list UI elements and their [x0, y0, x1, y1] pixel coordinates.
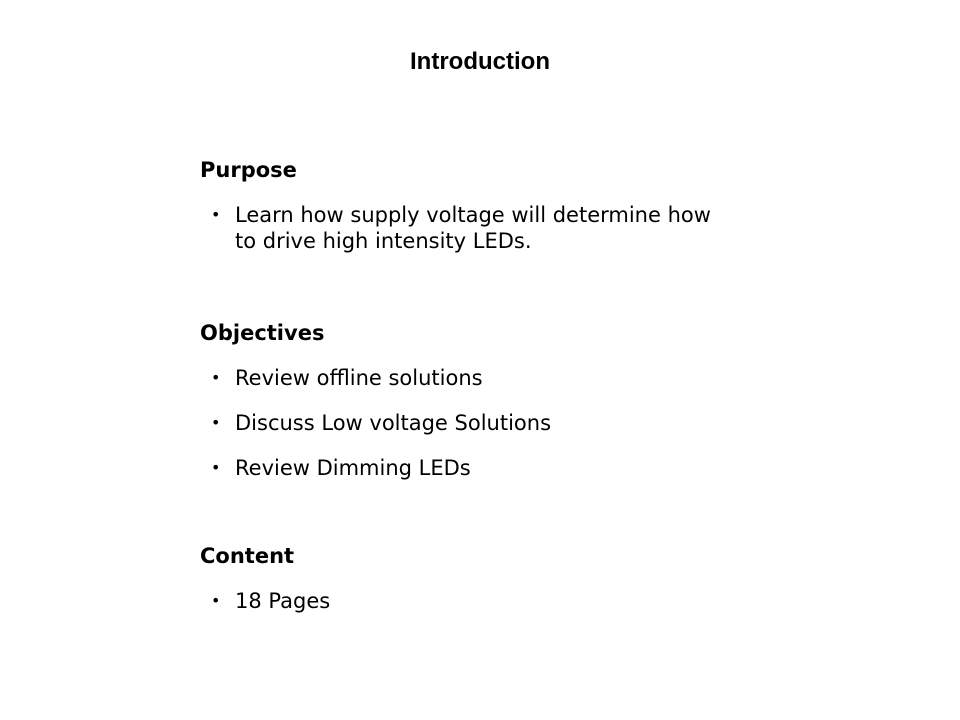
bullet-text: 18 Pages [235, 589, 331, 613]
list-item [200, 588, 760, 614]
bullet-icon: • [211, 591, 221, 610]
bullet-icon: • [211, 205, 221, 224]
bullet-text: Learn how supply voltage will determine how to drive high intensity LEDs. [235, 203, 711, 253]
list-item [200, 365, 760, 391]
list-item [200, 455, 760, 481]
bullet-icon: • [211, 458, 221, 477]
list-item [200, 410, 760, 436]
list-item [200, 202, 760, 254]
bullet-list [200, 365, 760, 481]
bullet-text: Review offline solutions [235, 366, 483, 390]
bullet-icon: • [211, 368, 221, 387]
section-objectives [200, 320, 760, 481]
section-heading: Purpose [200, 158, 297, 182]
bullet-list [200, 202, 760, 254]
slide-title: Introduction [410, 48, 550, 75]
bullet-text: Discuss Low voltage Solutions [235, 411, 552, 435]
section-purpose [200, 157, 760, 254]
bullet-list [200, 588, 760, 614]
section-heading: Objectives [200, 321, 325, 345]
bullet-icon: • [211, 413, 221, 432]
section-content [200, 543, 760, 614]
section-heading: Content [200, 544, 295, 568]
bullet-text: Review Dimming LEDs [235, 456, 471, 480]
